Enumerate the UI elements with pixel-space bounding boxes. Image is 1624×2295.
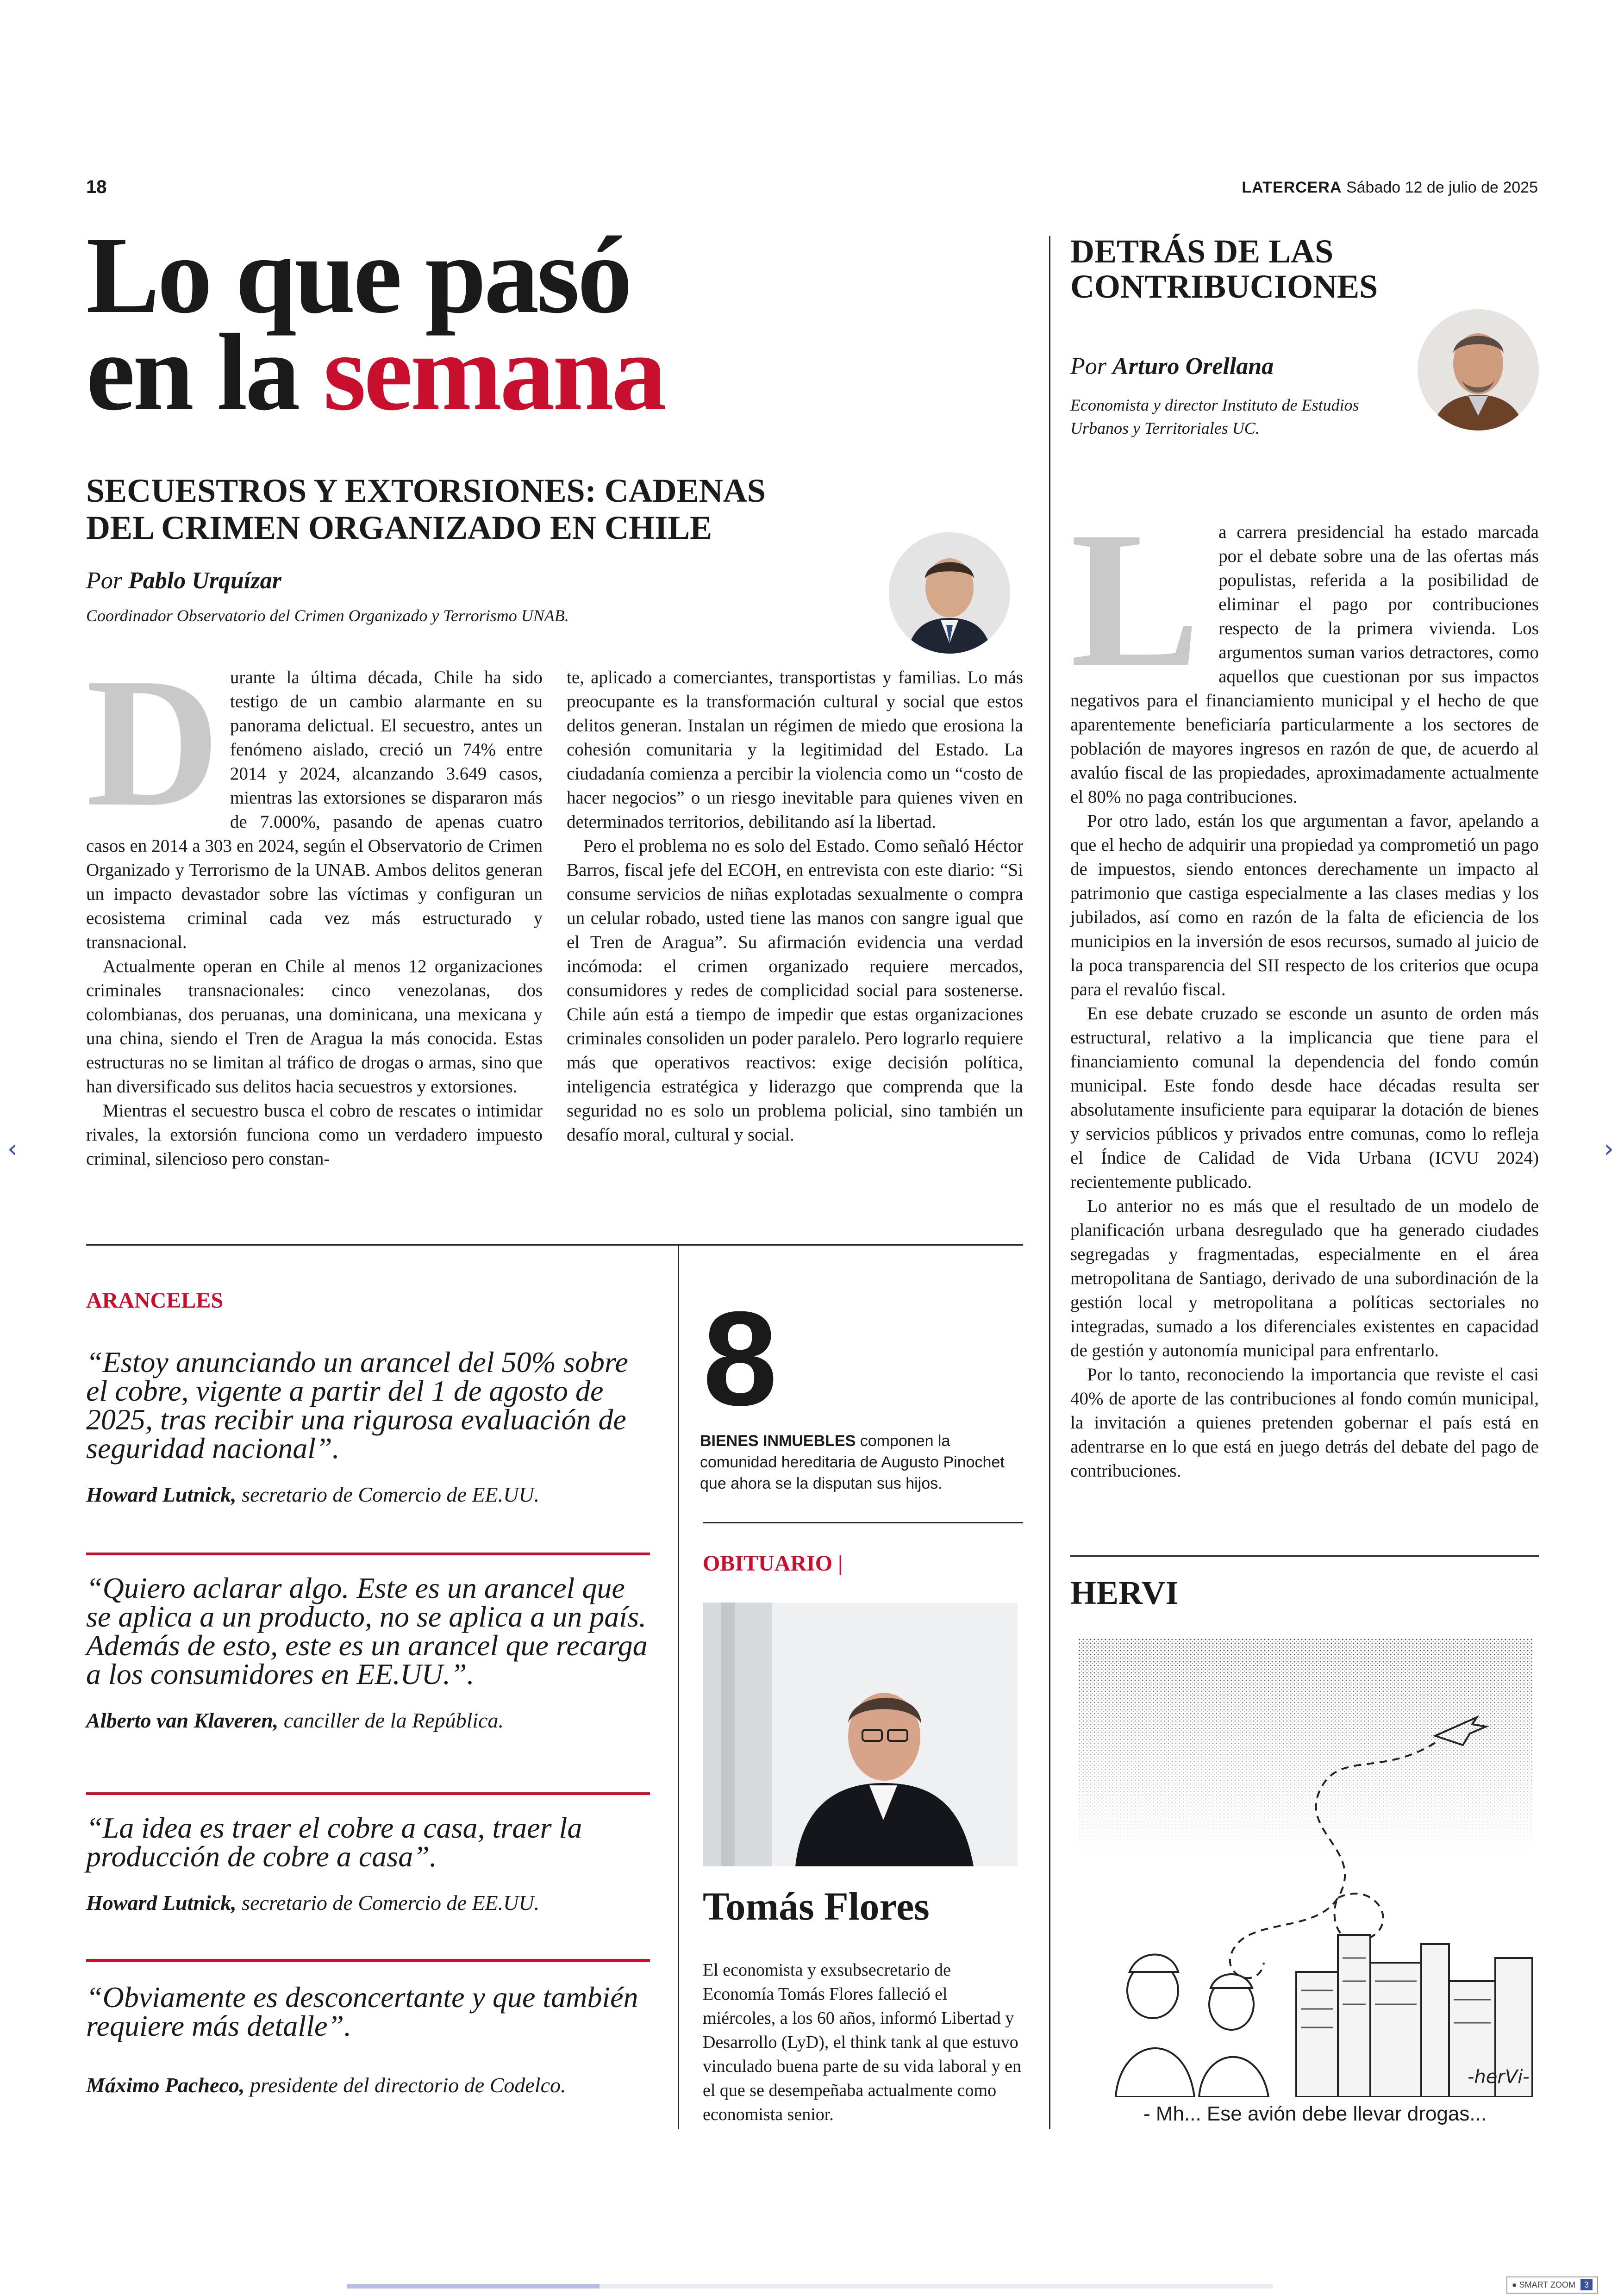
- obituary-divider: [703, 1522, 1023, 1523]
- opinion-byline: [1070, 353, 1274, 380]
- masthead-date: Sábado 12 de julio de 2025: [1346, 179, 1538, 196]
- opinion-dropcap: L: [1070, 492, 1200, 707]
- opinion-paragraph: a carrera presidencial ha estado marcada por el debate sobre una de las ofertas más populistas, referida a la posibilidad de eliminar el pago por contribuciones respecto de la primera vivienda. Los argumentos suman varios detractores, como aquellos que cuestionan por sus impactos negativos para el financiamiento municipal y el hecho de que aparentemente beneficiaría particularmente a los sectores de población de mayores ingresos en razón de que, de acuerdo al avalúo fiscal de las propiedades, aproximadamente actualmente el 80% no paga contribuciones.: [1070, 522, 1539, 807]
- article-author: Pablo Urquízar: [128, 568, 281, 594]
- quote-divider: [86, 1553, 650, 1555]
- quote-block-4: [86, 1983, 656, 2097]
- opinion-title: [1070, 234, 1378, 304]
- quote-text: “Quiero aclarar algo. Este es un arancel que se aplica a un producto, no se aplica a un país. Además de esto, este es un arancel que recarga a los consumidores en EE.UU.”.: [86, 1572, 648, 1690]
- quote-speaker: Howard Lutnick,: [86, 1483, 237, 1506]
- quote-attribution: [86, 1890, 656, 1915]
- prev-page-arrow-icon[interactable]: ‹: [7, 1134, 18, 1163]
- opinion-author: Arturo Orellana: [1112, 353, 1274, 380]
- article-paragraph: Actualmente operan en Chile al menos 12 organizaciones criminales transnacionales: cinco venezolanas, dos colombianas, dos peruanas, una dominicana, una mexicana y una china, siendo el Tren de Aragua la más conocida. Estas estructuras no se limitan al tráfico de drogas o armas, sino que han diversificado sus delitos hacia secuestros y extorsiones.: [86, 956, 543, 1097]
- obituary-photo: [703, 1603, 1018, 1866]
- article-paragraph: Pero el problema no es solo del Estado. Como señaló Héctor Barros, fiscal jefe del ECOH, en entrevista con este diario: “Si consume servicios de niñas explotadas sexualmente o compra un celular robado, usted tiene las manos con sangre igual que el Tren de Aragua”. Su afirmación evidencia una verdad incómoda: el crimen organizado requiere mercados, consumidores y redes de complicidad social para sostenerse. Chile aún está a tiempo de impedir que estas organizaciones criminales consoliden un poder paralelo. Pero lograrlo requiere más que operativos reactivos: exige decisión política, inteligencia estratégica y liderazgo que comprenda que la seguridad no es solo un problema policial, sino también un desafío moral, cultural y social.: [567, 836, 1023, 1145]
- page-number: 18: [86, 177, 107, 197]
- article-paragraph: Mientras el secuestro busca el cobro de rescates o intimidar rivales, la extorsión funciona como un verdadero impuesto criminal, silencioso pero constan-: [86, 1101, 543, 1169]
- page-scrollbar-thumb[interactable]: [347, 2284, 600, 2289]
- masthead-brand: LATERCERA: [1242, 179, 1342, 196]
- quote-block-2: [86, 1574, 656, 1733]
- column-divider-lower: [678, 1245, 679, 2129]
- quote-speaker-role: secretario de Comercio de EE.UU.: [236, 1483, 540, 1506]
- cartoon-image: [1079, 1639, 1533, 2097]
- smart-zoom-count: 3: [1580, 2279, 1593, 2290]
- quote-block-3: [86, 1811, 656, 1915]
- quote-attribution: [86, 1482, 656, 1507]
- article-headline: SECUESTROS Y EXTORSIONES: CADENAS DEL CRIMEN ORGANIZADO EN CHILE: [86, 472, 766, 546]
- opinion-paragraph: En ese debate cruzado se esconde un asunto de orden más estructural, relativo a la implicancia que tiene para el financiamiento comunal la dependencia del fondo común municipal. Este fondo desde hace décadas resulta ser absolutamente insuficiente para equiparar la dotación de bienes y servicios públicos y privados entre comunas, como lo refleja el Índice de Calidad de Vida Urbana (ICVU 2024) recientemente publicado.: [1070, 1004, 1539, 1192]
- quote-attribution: [86, 1708, 656, 1733]
- byline-prefix: Por: [1070, 353, 1112, 380]
- article-byline: [86, 567, 281, 594]
- quote-speaker: Máximo Pacheco,: [86, 2073, 245, 2097]
- number-caption-text: componen la comunidad hereditaria de Augusto Pinochet que ahora se la disputan sus hijos.: [700, 1432, 1005, 1492]
- obituary-label: OBITUARIO |: [703, 1551, 843, 1576]
- article-paragraph: te, aplicado a comerciantes, transportistas y familias. Lo más preocupante es la transformación cultural y social que estos delitos generan. Instalan un régimen de miedo que erosiona la cohesión comunitaria y la legitimidad del Estado. La ciudadanía comienza a percibir la violencia como un “costo de hacer negocios” o un riesgo inevitable para quienes viven en determinados territorios, debilitando así la libertad.: [567, 667, 1023, 832]
- article-paragraph: urante la última década, Chile ha sido testigo de un cambio alarmante en su panorama delictual. El secuestro, antes un fenómeno aislado, creció un 74% entre 2014 y 2024, alcanzando 3.649 casos, mientras las extorsiones se dispararon más de 7.000%, pasando de apenas cuatro casos en 2014 a 303 en 2024, según el Observatorio de Crimen Organizado y Terrorismo de la UNAB. Ambos delitos generan un impacto devastador sobre las víctimas y configuran un ecosistema criminal cada vez más estructurado y transnacional.: [86, 667, 543, 952]
- number-caption-bold: BIENES INMUEBLES: [700, 1432, 856, 1450]
- article-column-2: [567, 666, 1023, 1147]
- opinion-paragraph: Por otro lado, están los que argumentan a favor, apelando a que el hecho de adquirir una propiedad ya comprometió un pago de impuestos, siendo entonces derechamente un impacto al patrimonio que castiga especialmente a las clases medias y los jubilados, así como en razón de la falta de eficiencia de los municipios en la inversión de esos recursos, sumado al juicio de la poca transparencia del SII respecto de los criterios que ocupa para el revalúo fiscal.: [1070, 811, 1539, 999]
- quote-speaker: Alberto van Klaveren,: [86, 1709, 279, 1732]
- article-column-1: [86, 640, 543, 1171]
- opinion-author-role: Economista y director Instituto de Estudios Urbanos y Territoriales UC.: [1070, 396, 1359, 437]
- byline-prefix: Por: [86, 568, 128, 594]
- page-title-line1: Lo que pasó: [86, 214, 631, 336]
- article-dropcap: D: [86, 640, 220, 845]
- page-title: [86, 214, 665, 433]
- quote-speaker-role: secretario de Comercio de EE.UU.: [236, 1891, 540, 1915]
- section-divider: [86, 1244, 1023, 1246]
- opinion-title-line1: DETRÁS DE LAS: [1070, 233, 1334, 270]
- author-photo-orellana: [1418, 309, 1539, 430]
- cartoon-title: HERVI: [1070, 1574, 1179, 1611]
- quote-speaker: Howard Lutnick,: [86, 1891, 237, 1915]
- opinion-title-line2: CONTRIBUCIONES: [1070, 268, 1378, 305]
- quote-text: “Estoy anunciando un arancel del 50% sobre el cobre, vigente a partir del 1 de agosto de 2025, tras recibir una rigurosa evaluación de seguridad nacional”.: [86, 1346, 628, 1465]
- column-divider: [1049, 236, 1050, 2129]
- opinion-paragraph: Lo anterior no es más que el resultado de un modelo de planificación urbana desregulado que ha generado ciudades segregadas y fragmentadas, especialmente en el área metropolitana de Santiago, derivado de una subordinación de la gestión local y metropolitana a políticas sectoriales no integradas, sumado a los diferenciales existentes en capacidad de gestión y autonomía municipal para enfrentarlo.: [1070, 1196, 1539, 1360]
- quote-block-1: [86, 1348, 656, 1507]
- quote-attribution: [86, 2073, 656, 2097]
- page-title-line2: [86, 312, 665, 433]
- masthead: [1242, 179, 1538, 197]
- aranceles-label: ARANCELES: [86, 1288, 224, 1313]
- quote-speaker-role: presidente del directorio de Codelco.: [244, 2073, 566, 2097]
- quote-divider: [86, 1959, 650, 1962]
- cartoon-divider: [1070, 1555, 1539, 1557]
- opinion-paragraph: Por lo tanto, reconociendo la importancia que reviste el casi 40% de aporte de las contribuciones al fondo común municipal, la invitación a quienes pretenden gobernar el país está en adentrarse en lo que está en juego detrás del debate del pago de contribuciones.: [1070, 1365, 1539, 1481]
- article-author-role: Coordinador Observatorio del Crimen Organizado y Terrorismo UNAB.: [86, 606, 569, 625]
- eye-icon: ●: [1512, 2280, 1517, 2289]
- cartoon-signature: -herVi-: [1468, 2066, 1530, 2088]
- quote-text: “La idea es traer el cobre a casa, traer la producción de cobre a casa”.: [86, 1811, 582, 1873]
- smart-zoom-label: SMART ZOOM: [1519, 2280, 1575, 2289]
- obituary-text: El economista y exsubsecretario de Economía Tomás Flores falleció el miércoles, a los 60 años, informó Libertad y Desarrollo (LyD), el think tank al que estuvo vinculado buena parte de su vida laboral y en el que se desempeñaba actualmente como economista senior.: [703, 1960, 1021, 2124]
- smart-zoom-button[interactable]: [1506, 2276, 1598, 2294]
- quote-text: “Obviamente es desconcertante y que también requiere más detalle”.: [86, 1981, 638, 2042]
- author-photo-urquizar: [889, 532, 1010, 654]
- page-title-accent: semana: [323, 312, 665, 433]
- big-number: 8: [703, 1284, 778, 1434]
- next-page-arrow-icon[interactable]: ›: [1604, 1134, 1614, 1163]
- number-caption: [700, 1430, 1019, 1494]
- quote-speaker-role: canciller de la República.: [278, 1709, 504, 1732]
- quote-divider: [86, 1792, 650, 1795]
- cartoon-caption: - Mh... Ese avión debe llevar drogas...: [1143, 2102, 1487, 2125]
- page-title-plain: en la: [86, 312, 324, 433]
- obituary-name: Tomás Flores: [703, 1884, 930, 1928]
- opinion-body: [1070, 492, 1539, 1483]
